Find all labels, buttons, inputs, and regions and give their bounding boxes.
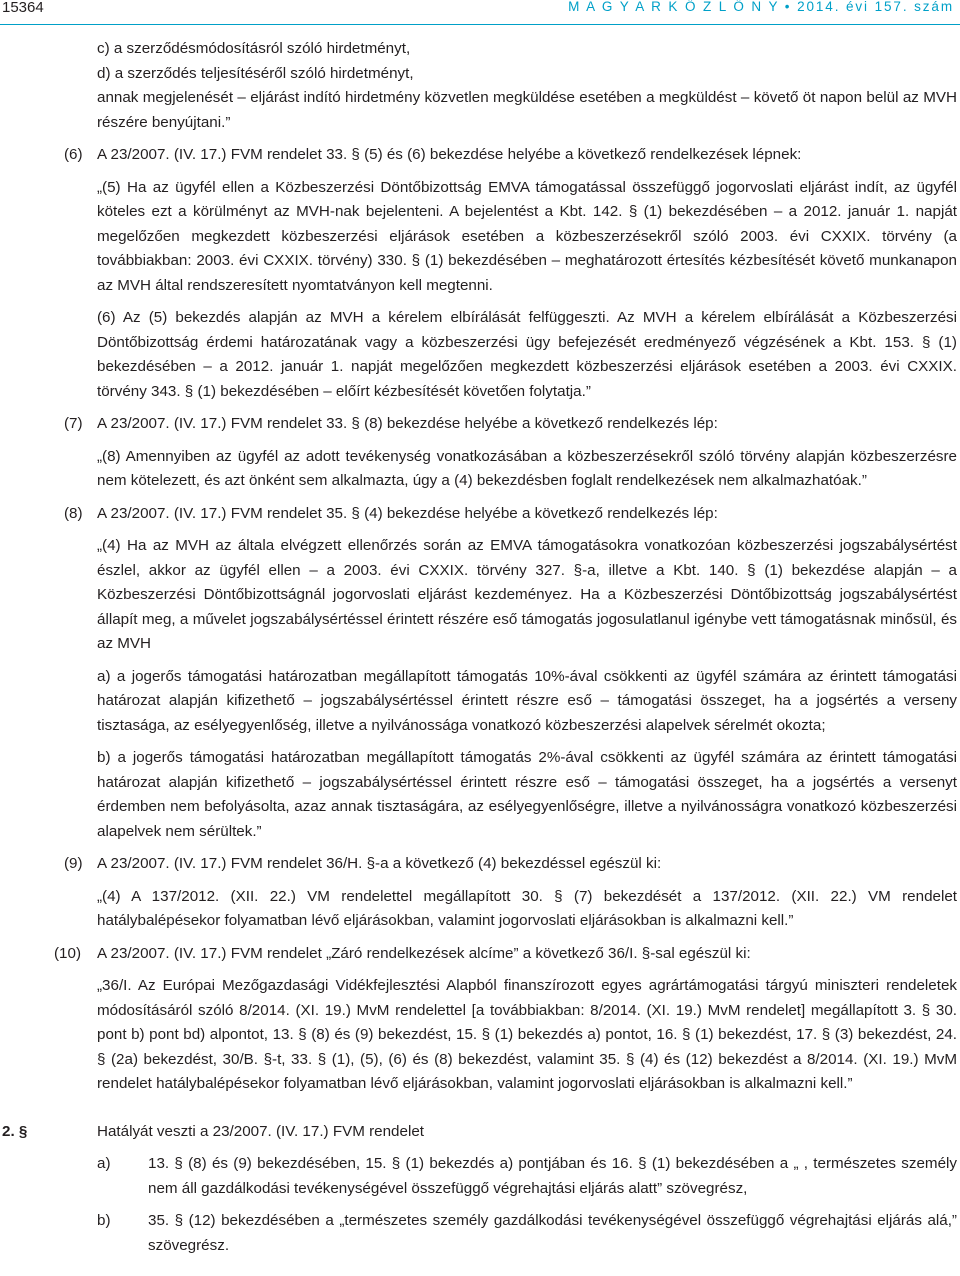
quoted-provision: (6) Az (5) bekezdés alapján az MVH a kérelem elbírálását felfüggeszti. Az MVH a kérelem elbírálását a Közbeszerzési Döntőbizottság érdemi határozatának vagy a közbeszerzési ügy befejezését eredményező végzésének a Kbt. 153. § (1) bekezdésében – a 2012. január 1. napját megelőzően megkezdett közbeszerzési eljárások esetében a 2003. évi CXXIX. törvény 343. § (1) bekezdésében – előírt kézbesítését követően folytatja.”: [97, 309, 957, 400]
document-body: [0, 37, 960, 1258]
intro-line: c) a szerződésmódosításról szóló hirdetményt,: [97, 40, 411, 57]
quoted-provision: „(4) Ha az MVH az általa elvégzett ellenőrzés során az EMVA támogatásokra vonatkozóan közbeszerzési jogszabálysértést észlel, akkor az ügyfél ellen – a 2003. évi CXXIX. törvény 327. §-a, illetve a Kbt. 140. § (1) bekezdése alapján – a Közbeszerzési Döntőbizottságnál jogorvoslati eljárást kezdeményez. Ha a Közbeszerzési Döntőbizottság jogszabálysértést állapít meg, a művelet jogszabálysértéssel érintett részére eső támogatás jogosulatlanul igénybe vett támogatásnak minősül, és az MVH: [97, 537, 957, 652]
item-number: (6): [64, 146, 83, 163]
point-label: a): [97, 1155, 111, 1172]
item-text: A 23/2007. (IV. 17.) FVM rendelet 33. § (8) bekezdése helyébe a következő rendelkezés lép:: [97, 415, 718, 432]
amendment-item-10: [0, 942, 957, 1097]
publication-title: M A G Y A R K Ö Z L Ö N Y • 2014. évi 157. szám: [568, 0, 954, 14]
quoted-provision-point-a: a) a jogerős támogatási határozatban megállapított támogatás 10%-ával csökkenti az ügyfél számára az érintett támogatási határozat alapján kifizethető – jogszabálysértéssel érintett részre eső – támogatási összeget, ha a jogsértés a verseny tisztasága, az esélyegyenlőség, illetve a nyilvánossága vonatkozó közbeszerzési alapelvek sérelmét okozta;: [97, 667, 957, 734]
item-text: A 23/2007. (IV. 17.) FVM rendelet 36/H. §-a a következő (4) bekezdéssel egészül ki:: [97, 855, 662, 872]
section-number: 2. §: [2, 1122, 28, 1140]
repeal-point-a: [97, 1152, 957, 1201]
quoted-provision: „36/I. Az Európai Mezőgazdasági Vidékfejlesztési Alapból finanszírozott egyes agrártámogatási tárgyú miniszteri rendeletek módosításáról szóló 8/2014. (XI. 19.) MvM rendelettel [a továbbiakban: 8/2014. (XI. 19.) MvM rendelet] megállapított 3. § 30. pont b) pont bd) alpontot, 13. § (8) és (9) bekezdést, 15. § (1) bekezdés a) pontot, 16. § (1) bekezdést, 17. § (3) bekezdést, 24. § (2a) bekezdést, 30/B. §-t, 33. § (1), (5), (6) és (8) bekezdést, valamint 35. § (4) és (12) bekezdést a 8/2014. (XI. 19.) MvM rendelet hatálybalépésekor folyamatban lévő eljárásokban, valamint jogorvoslati eljárásokban is alkalmazni kell.”: [97, 977, 957, 1092]
header-divider: [0, 24, 960, 25]
item-number: (10): [54, 944, 82, 962]
item-text: A 23/2007. (IV. 17.) FVM rendelet 35. § (4) bekezdése helyébe a következő rendelkezés lép:: [97, 504, 718, 522]
point-text: 13. § (8) és (9) bekezdésében, 15. § (1) bekezdés a) pontjában és 16. § (1) bekezdésében a „ , természetes személy nem áll gazdálkodási tevékenységével összefüggő végrehajtási eljárás alatt” szövegrész,: [148, 1155, 957, 1197]
amendment-item-9: [0, 852, 957, 934]
amendment-item-8: [0, 502, 957, 845]
item-text: A 23/2007. (IV. 17.) FVM rendelet 33. § (5) és (6) bekezdése helyébe a következő rendelkezések lépnek:: [97, 146, 802, 163]
page-number: 15364: [2, 0, 44, 16]
amendment-item-6: [0, 143, 957, 404]
point-text: 35. § (12) bekezdésében a „természetes személy gazdálkodási tevékenységével összefüggő végrehajtási eljárás alá,” szövegrész.: [148, 1212, 957, 1254]
intro-line: d) a szerződés teljesítéséről szóló hirdetményt,: [97, 64, 414, 82]
intro-paragraph: annak megjelenését – eljárást indító hirdetmény közvetlen megküldése esetében a megküldést – követő öt napon belül az MVH részére benyújtani.”: [97, 89, 957, 131]
item-number: (9): [64, 855, 83, 872]
quoted-provision-point-b: b) a jogerős támogatási határozatban megállapított támogatás 2%-ával csökkenti az ügyfél számára az érintett támogatási határozat alapján kifizethető – jogszabálysértéssel érintett részre eső – támogatási összeget, ha a jogsértés a versenyt érdemben nem befolyásolta, azaz annak tisztaságára, az esélyegyenlőségre, illetve a nyilvánosságra vonatkozó közbeszerzési alapelvek nem sérültek.”: [97, 749, 957, 840]
point-label: b): [97, 1212, 111, 1229]
section-2: [0, 1120, 957, 1259]
section-title: Hatályát veszti a 23/2007. (IV. 17.) FVM rendelet: [97, 1122, 424, 1140]
item-text: A 23/2007. (IV. 17.) FVM rendelet „Záró rendelkezések alcíme” a következő 36/I. §-sal egészül ki:: [97, 944, 751, 962]
quoted-provision: „(5) Ha az ügyfél ellen a Közbeszerzési Döntőbizottság EMVA támogatással összefüggő jogorvoslati eljárást indít, az ügyfél köteles ezt a körülményt az MVH-nak bejelenteni. A bejelentést a Kbt. 142. § (1) bekezdésében – a 2012. január 1. napját megelőzően megkezdett közbeszerzési eljárások esetében a közbeszerzésekről szóló 2003. évi CXXIX. törvény (a továbbiakban: 2003. évi CXXIX. törvény) 330. § (1) bekezdésében – meghatározott értesítés kézbesítését követő munkanapon az MVH által rendszeresített nyomtatványon kell megtenni.: [97, 178, 957, 294]
item-number: (8): [64, 504, 83, 522]
quoted-provision: „(8) Amennyiben az ügyfél az adott tevékenység vonatkozásában a közbeszerzésekről szóló törvény alapján közbeszerzésre nem kötelezett, és azt önként sem alkalmazta, úgy a (4) bekezdésben foglalt rendelkezések nem alkalmazhatóak.”: [97, 447, 957, 489]
repeal-point-b: [97, 1209, 957, 1258]
amendment-item-7: [0, 412, 957, 494]
item-number: (7): [64, 415, 83, 432]
quoted-provision: „(4) A 137/2012. (XII. 22.) VM rendelettel megállapított 30. § (7) bekezdését a 137/2012. (XII. 22.) VM rendelet hatálybalépésekor folyamatban lévő eljárásokban, valamint jogorvoslati eljárásokban is alkalmazni kell.”: [97, 887, 957, 929]
